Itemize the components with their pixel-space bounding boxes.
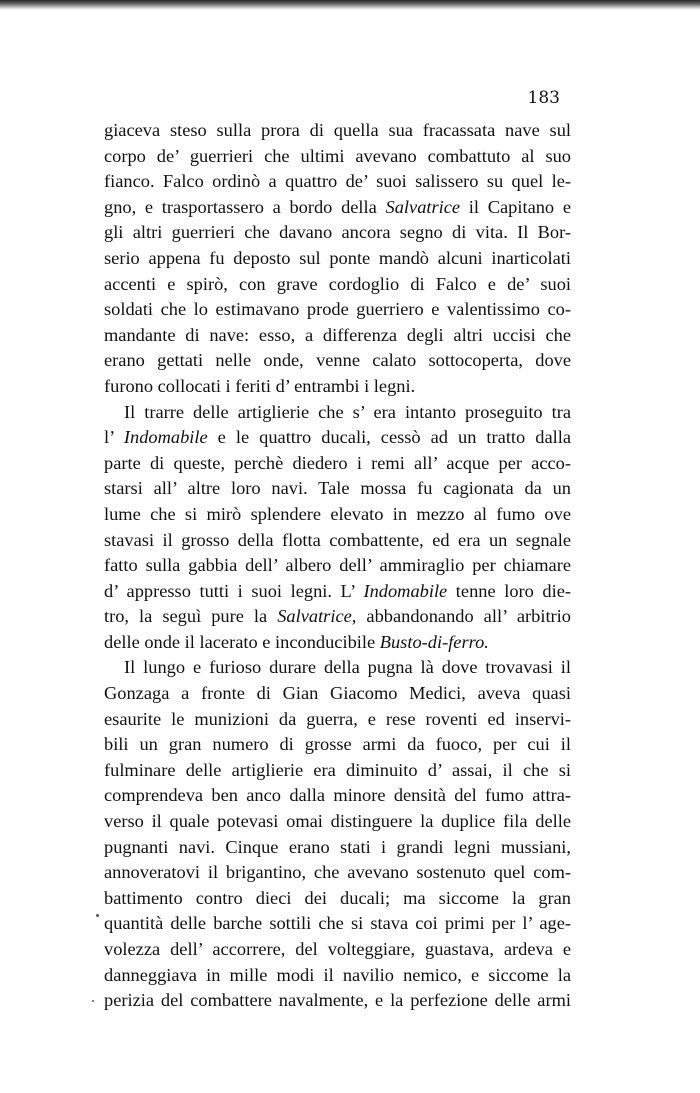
text-segment: l’ <box>104 427 124 448</box>
text-segment: delle onde il lacerato e inconducibile <box>104 631 380 652</box>
text-segment: fulminare delle artiglierie era diminuito d’ assai, il che si <box>104 759 571 780</box>
text-segment: mandante di nave: esso, a differenza degli altri uccisi che <box>104 324 571 345</box>
text-segment: gli altri guerrieri che davano ancora segno di vita. Il Bor- <box>104 222 571 243</box>
text-line <box>104 272 571 298</box>
text-line <box>104 400 571 426</box>
text-line <box>104 655 571 681</box>
text-segment: perizia del combattere navalmente, e la perfezione delle armi <box>104 990 571 1011</box>
text-segment: starsi all’ altre loro navi. Tale mossa fu cagionata da un <box>104 478 571 499</box>
italic-text: Indomabile <box>363 580 448 601</box>
text-segment: , abbandonando all’ arbitrio <box>351 606 571 627</box>
text-line <box>104 502 571 528</box>
text-line <box>104 681 571 707</box>
text-segment: accenti e spirò, con grave cordoglio di Falco e de’ suoi <box>104 273 571 294</box>
text-line <box>104 886 571 912</box>
text-line <box>104 809 571 835</box>
text-segment: danneggiava in mille modi il navilio nemico, e siccome la <box>104 964 571 985</box>
paragraph-2 <box>104 400 571 656</box>
text-segment: Il lungo e furioso durare della pugna là dove trovavasi il <box>124 657 571 678</box>
text-line <box>104 374 571 400</box>
paper-speck <box>92 1000 94 1002</box>
italic-text: Indomabile <box>123 427 208 448</box>
text-segment: bili un gran numero di grosse armi da fuoco, per cui il <box>104 734 571 755</box>
text-line <box>104 348 571 374</box>
page-body <box>104 118 571 1014</box>
text-line <box>104 988 571 1014</box>
text-segment: verso il quale potevasi omai distinguere la duplice fila delle <box>104 811 571 832</box>
italic-text: Salvatrice <box>277 606 352 627</box>
text-line <box>104 220 571 246</box>
scan-shadow-top <box>0 0 700 10</box>
text-segment: corpo de’ guerrieri che ultimi avevano combattuto al suo <box>104 145 571 166</box>
italic-text: Busto-di-ferro. <box>379 631 489 652</box>
text-line <box>104 195 571 221</box>
text-line <box>104 476 571 502</box>
text-segment: comprendeva ben anco dalla minore densità del fumo attra- <box>104 785 571 806</box>
text-segment: parte di queste, perchè diedero i remi all’ acque per acco- <box>104 452 571 473</box>
paper-speck <box>96 914 99 917</box>
text-line <box>104 553 571 579</box>
page-number: 183 <box>527 88 560 108</box>
text-segment: Il trarre delle artiglierie che s’ era intanto proseguito tra <box>124 401 571 422</box>
italic-text: Salvatrice <box>385 196 461 217</box>
text-line <box>104 860 571 886</box>
text-segment: erano gettati nelle onde, venne calato sottocoperta, dove <box>104 350 571 371</box>
text-line <box>104 425 571 451</box>
text-segment: giaceva steso sulla prora di quella sua fracassata nave sul <box>104 120 571 140</box>
text-line <box>104 323 571 349</box>
text-segment: stavasi il grosso della flotta combattente, ed era un segnale <box>104 529 571 550</box>
text-segment: annoveratovi il brigantino, che avevano sostenuto quel com- <box>104 862 571 883</box>
text-segment: lume che si mirò splendere elevato in mezzo al fumo ove <box>104 503 571 524</box>
text-line <box>104 579 571 605</box>
text-segment: pugnanti navi. Cinque erano stati i grandi legni mussiani, <box>104 836 571 857</box>
text-segment: d’ appresso tutti i suoi legni. L’ <box>104 580 364 601</box>
text-line <box>104 604 571 630</box>
text-line <box>104 758 571 784</box>
text-segment: esaurite le munizioni da guerra, e rese roventi ed inservi- <box>104 708 571 729</box>
text-line <box>104 630 571 656</box>
text-segment: furono collocati i feriti d’ entrambi i legni. <box>104 375 416 396</box>
text-segment: fianco. Falco ordinò a quattro de’ suoi salissero su quel le- <box>104 171 571 192</box>
text-segment: fatto sulla gabbia dell’ albero dell’ ammiraglio per chiamare <box>104 555 571 576</box>
text-line <box>104 169 571 195</box>
text-line <box>104 118 571 144</box>
text-line <box>104 963 571 989</box>
paragraph-1 <box>104 118 571 400</box>
text-line <box>104 707 571 733</box>
text-segment: quantità delle barche sottili che si stava coi primi per l’ age- <box>104 913 571 934</box>
text-line <box>104 911 571 937</box>
text-segment: battimento contro dieci dei ducali; ma siccome la gran <box>104 887 571 908</box>
text-segment: tenne loro die- <box>447 580 572 601</box>
text-line <box>104 835 571 861</box>
text-segment: il Capitano e <box>460 196 571 217</box>
text-segment: e le quattro ducali, cessò ad un tratto dalla <box>207 427 571 448</box>
text-segment: volezza dell’ accorrere, del volteggiare, guastava, ardeva e <box>104 939 571 959</box>
text-line <box>104 144 571 170</box>
text-line <box>104 783 571 809</box>
text-segment: tro, la seguì pure la <box>104 606 278 627</box>
text-line <box>104 451 571 477</box>
text-segment: soldati che lo estimavano prode guerriero e valentissimo co- <box>104 299 571 320</box>
paragraph-3 <box>104 655 571 1013</box>
text-line <box>104 246 571 272</box>
text-line <box>104 297 571 323</box>
text-line <box>104 528 571 554</box>
text-segment: Gonzaga a fronte di Gian Giacomo Medici, aveva quasi <box>104 683 571 704</box>
text-segment: serio appena fu deposto sul ponte mandò alcuni inarticolati <box>104 247 571 268</box>
text-segment: gno, e trasportassero a bordo della <box>104 196 386 217</box>
text-line <box>104 937 571 963</box>
text-line <box>104 732 571 758</box>
